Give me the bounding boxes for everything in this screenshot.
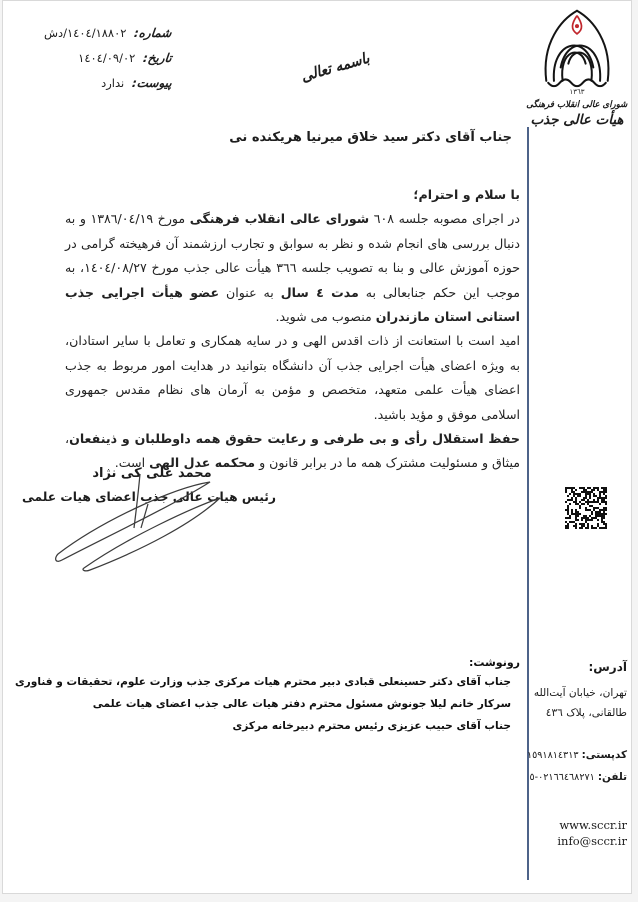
sidebar-spacer (532, 727, 627, 749)
body-paragraph-2: امید است با استعانت از ذات اقدس الهی و در سایه همکاری و تعامل با سایر استادان، به ویژه اعضای هیأت اجرایی جذب آن دانشگاه بتوانید در هدایت امور مربوط به جذب اعضای هیأت علمی متعهد، متخصص و مؤمن به آرمان های نظام مقدس جمهوری اسلامی موفق و مؤید باشید. (65, 333, 520, 422)
address-sidebar (526, 660, 627, 849)
letter-date-label: تاریخ: (142, 51, 173, 65)
cc-item-1: جناب آقای دکتر حسینعلی قبادی دبیر محترم هیات مرکزی جذب وزارت علوم، تحقیقات و فناوری (14, 676, 511, 688)
letter-attachment-row (22, 76, 172, 90)
cc-label: رونوشت: (468, 656, 520, 669)
qr-code (565, 487, 607, 529)
postal-code-value: ١٥٩١٨١٤٣١٣ (526, 750, 579, 761)
emblem-org-line2: هیأت عالی جذب (530, 112, 624, 128)
phone-label: تلفن: (597, 771, 627, 783)
letter-date-value: ١٤٠٤/٠٩/٠٢ (78, 51, 136, 65)
bismillah-calligraphy: باسمه تعالی (298, 48, 372, 86)
body-paragraph-1: در اجرای مصوبه جلسه ٦٠٨ شورای عالی انقلاب فرهنگی مورخ ١٣٨٦/٠٤/١٩ و به دنبال بررسی های انجام شده و نظر به سوابق و تجارب ارزشمند آن فرهیخته گرامی در حوزه آموزش عالی و بنا به تصویب جلسه ٣٦٦ هیأت عالی جذب مورخ ١٤٠٤/٠٨/٢٧، به موجب این حکم جنابعالی به مدت ٤ سال به عنوان عضو هیأت اجرایی جذب استانی استان مازندران منصوب می شوید. (65, 211, 520, 325)
letter-date-row (22, 51, 172, 65)
vertical-divider (527, 127, 529, 880)
letter-attachment-label: پیوست: (131, 76, 173, 90)
letter-number-row (22, 26, 172, 40)
org-emblem (524, 4, 630, 128)
address-line-2: طالقانی، پلاک ٤٣٦ (545, 707, 627, 719)
phone-row (529, 771, 627, 783)
sidebar-spacer-2 (532, 793, 627, 817)
body-paragraph-3: حفظ استقلال رأی و بی طرفی و رعایت حقوق همه داوطلبان و ذینفعان، میثاق و مسئولیت مشترک همه ما در برابر قانون و محکمه عدل الهی است. (65, 431, 520, 471)
letter-number-value: ١٤٠٤/١٨٨٠٢/دش (43, 26, 127, 40)
address-line-1: تهران، خیابان آیت‌الله (533, 687, 627, 699)
letter-number-label: شماره: (133, 26, 173, 40)
address-label: آدرس: (588, 660, 627, 674)
emblem-org-line1: شورای عالی انقلاب فرهنگی (526, 100, 628, 110)
phone-value: ٠٢١٦٦٤٦٨٢٧١-٥ (529, 772, 595, 783)
signer-title: رئیس هیات عالی جذب اعضای هیات علمی (22, 490, 276, 504)
letter-body (65, 183, 520, 476)
postal-code-label: کدپستی: (581, 749, 627, 761)
letter-meta-block (22, 26, 172, 101)
qr-pattern-icon (565, 487, 607, 529)
signer-name: محمد علی کی نژاد (92, 466, 212, 481)
email-link: info@sccr.ir (557, 834, 627, 848)
cc-item-2: سرکار خانم لیلا جونوش مسئول محترم دفتر هیات عالی جذب اعضای هیات علمی (92, 698, 511, 710)
cc-block (15, 656, 520, 742)
cc-item-3: جناب آقای حبیب عزیزی رئیس محترم دبیرخانه مرکزی (232, 720, 511, 732)
emblem-year: ١٣٦٣ (569, 88, 585, 96)
salutation: با سلام و احترام؛ (413, 187, 520, 202)
website-link: www.sccr.ir (559, 818, 627, 832)
signature-block (22, 466, 276, 504)
postal-code-row (526, 749, 627, 761)
letter-attachment-value: ندارد (101, 76, 125, 90)
addressee-line: جناب آقای دکتر سید خلاق میرنیا هریکنده نی (229, 130, 512, 145)
